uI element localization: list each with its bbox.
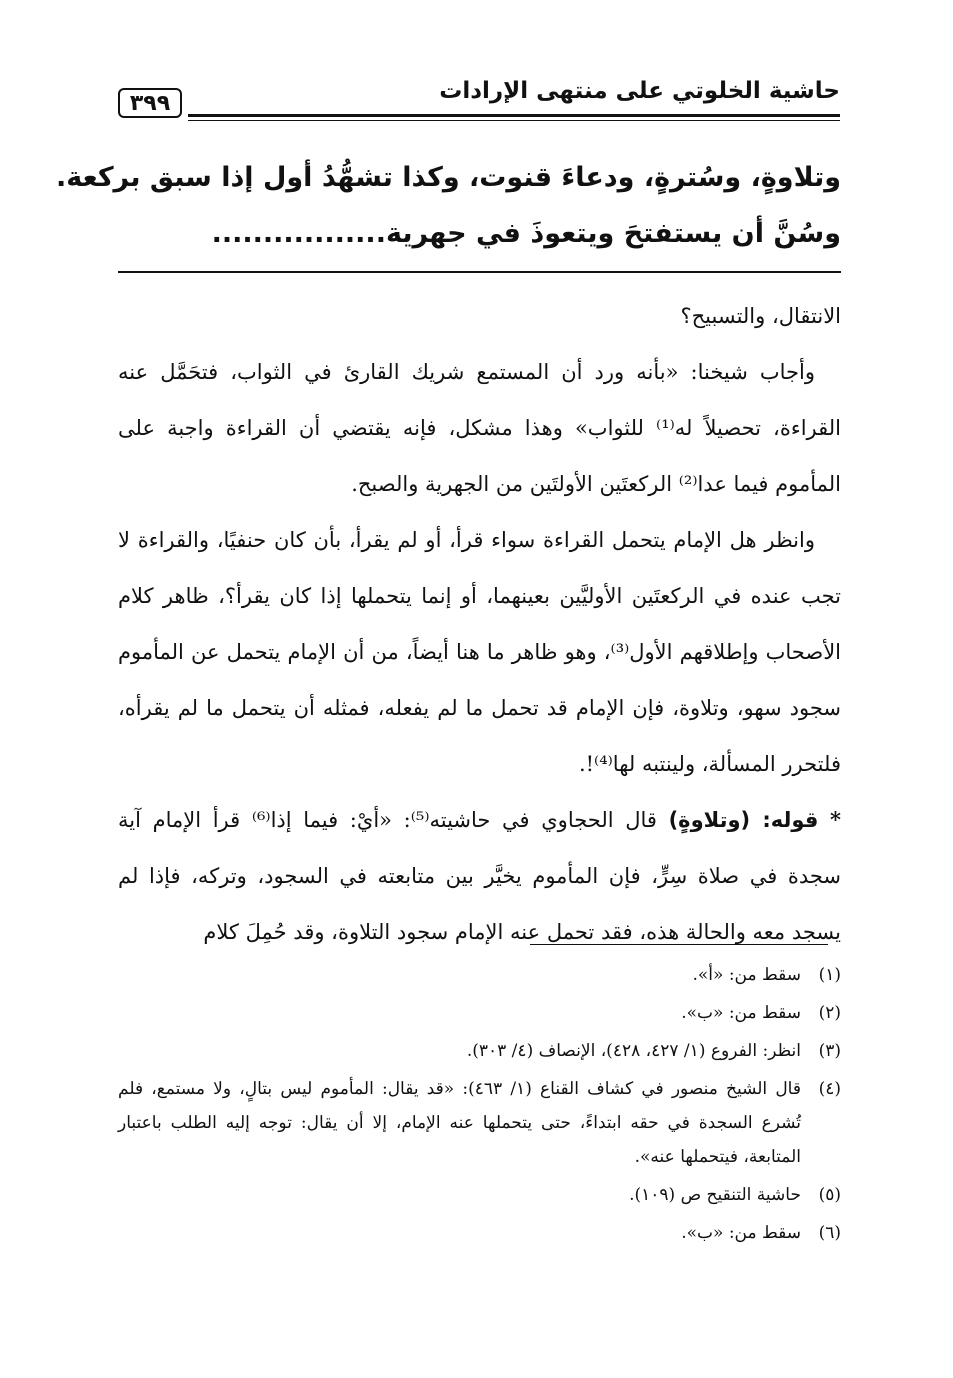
footnote-4 xyxy=(118,1072,841,1174)
footnote-text: سقط من: «ب». xyxy=(681,1223,801,1243)
running-title: حاشية الخلوتي على منتهى الإرادات xyxy=(439,78,840,104)
paragraph-marker: * xyxy=(830,807,841,832)
commentary xyxy=(118,288,841,960)
footnotes xyxy=(118,958,841,1250)
footnote-text: انظر: الفروع (١/ ٤٢٧، ٤٢٨)، الإنصاف (٤/ ٣٠٣). xyxy=(466,1041,801,1061)
matn-text xyxy=(55,150,841,262)
footnote-number: (٤) xyxy=(818,1079,841,1099)
footnote-number: (٥) xyxy=(818,1185,841,1205)
paragraph-4-text: قال الحجاوي في حاشيته⁽⁵⁾: «أيْ: فيما إذا⁽⁶⁾ قرأ الإمام آية سجدة في صلاة سِرٍّ، فإن المأموم يخيَّر بين متابعته في السجود، وتركه، فإذا لم يسجد معه والحالة هذه، فقد تحمل عنه الإمام سجود التلاوة، وقد حُمِلَ كلام xyxy=(118,808,841,944)
footnote-6 xyxy=(118,1216,841,1250)
paragraph-2-text: وأجاب شيخنا: «بأنه ورد أن المستمع شريك القارئ في الثواب، فتحَمَّل عنه القراءة، تحصيلاً له⁽¹⁾ للثواب» وهذا مشكل، فإنه يقتضي أن القراءة واجبة على المأموم فيما عدا⁽²⁾ الركعتَين الأولتَين من الجهرية والصبح. xyxy=(118,360,841,496)
paragraph-3-text: وانظر هل الإمام يتحمل القراءة سواء قرأ، أو لم يقرأ، بأن كان حنفيًا، والقراءة لا تجب عنده في الركعتَين الأوليَّين بعينهما، أو إنما يتحملها إذا كان يقرأ؟، ظاهر كلام الأصحاب وإطلاقهم الأول⁽³⁾، وهو ظاهر ما هنا أيضاً، من أن الإمام يتحمل عن المأموم سجود سهو، وتلاوة، فإن الإمام قد تحمل ما لم يفعله، فمثله أن يتحمل ما لم يقرأه، فلتحرر المسألة، ولينتبه لها⁽⁴⁾!. xyxy=(118,528,842,776)
commentary-paragraph-4 xyxy=(118,792,841,960)
footnote-separator xyxy=(530,944,828,945)
footnote-3 xyxy=(118,1034,841,1068)
matn-separator xyxy=(118,271,841,273)
commentary-paragraph-2 xyxy=(118,344,841,512)
footnote-number: (٢) xyxy=(818,1003,841,1023)
footnote-number: (٣) xyxy=(818,1041,841,1061)
footnote-text: سقط من: «أ». xyxy=(692,965,801,985)
header-rule xyxy=(188,114,840,117)
footnote-5 xyxy=(118,1178,841,1212)
commentary-paragraph-3 xyxy=(118,512,841,792)
matn-line-2-text: وسُنَّ أن يستفتحَ ويتعوذَ في جهرية xyxy=(385,218,841,249)
footnote-text: حاشية التنقيح ص (١٠٩). xyxy=(629,1185,801,1205)
page-header xyxy=(118,78,840,130)
footnote-text: قال الشيخ منصور في كشاف القناع (١/ ٤٦٣): «قد يقال: المأموم ليس بتالٍ، ولا مستمع، فلم تُشرع السجدة في حقه ابتداءً، حتى يتحملها عنه الإمام، إلا أن يقال: توجه إليه الطلب باعتبار المتابعة، فيتحملها عنه». xyxy=(118,1079,801,1167)
commentary-paragraph-1: الانتقال، والتسبيح؟ xyxy=(680,304,841,328)
footnote-text: سقط من: «ب». xyxy=(681,1003,801,1023)
matn-line-2 xyxy=(126,206,841,262)
footnote-number: (١) xyxy=(818,965,841,985)
footnote-2 xyxy=(118,996,841,1030)
footnote-1 xyxy=(118,958,841,992)
paragraph-4-lead: قوله: (وتلاوةٍ) xyxy=(668,808,819,832)
matn-line-1: وتلاوةٍ، وسُترةٍ، ودعاءَ قنوت، وكذا تشهُّدُ أول إذا سبق بركعة. xyxy=(55,162,841,193)
header-rule-thin xyxy=(188,120,840,121)
footnote-number: (٦) xyxy=(818,1223,841,1243)
page-number: ٣٩٩ xyxy=(118,88,182,118)
matn-dots: ................. xyxy=(211,218,386,249)
